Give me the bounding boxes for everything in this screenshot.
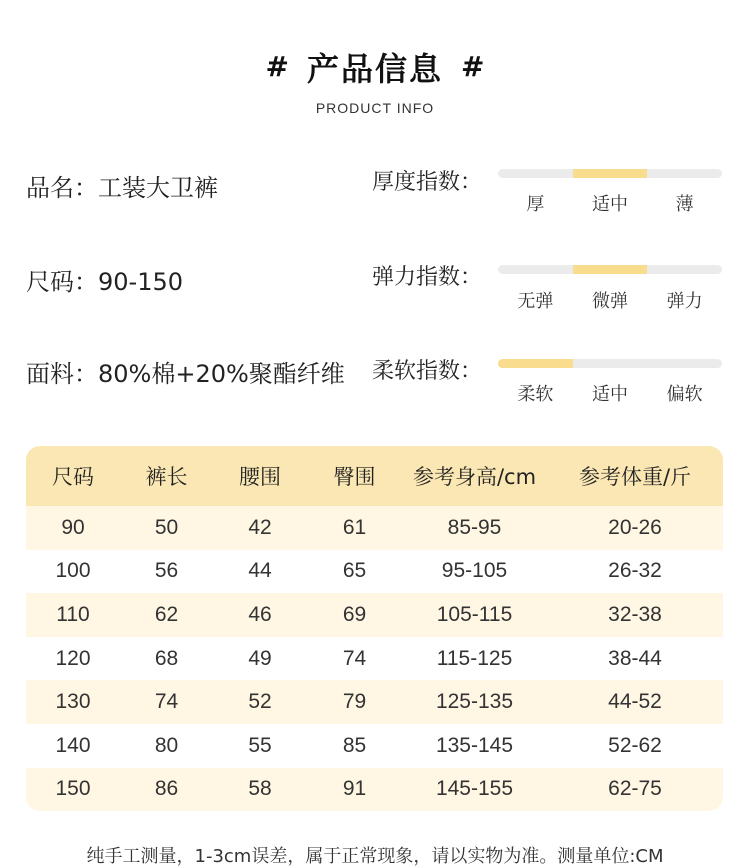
thickness-index-selected-segment bbox=[573, 169, 648, 178]
table-cell: 62 bbox=[154, 602, 179, 626]
table-row bbox=[26, 768, 723, 812]
size-table bbox=[26, 446, 723, 811]
table-row bbox=[26, 550, 723, 594]
product-name: 品名：工装大卫裤 bbox=[26, 174, 218, 202]
header-cell: 腰围 bbox=[239, 465, 281, 489]
table-cell: 46 bbox=[248, 602, 272, 626]
hash-left: # bbox=[265, 50, 289, 83]
table-cell: 125-135 bbox=[435, 690, 514, 714]
header-cell: 参考体重/斤 bbox=[578, 465, 692, 489]
hash-right: # bbox=[461, 50, 485, 83]
elasticity-option: 微弹 bbox=[591, 291, 628, 312]
table-cell: 120 bbox=[55, 646, 91, 670]
table-cell: 68 bbox=[154, 646, 179, 670]
table-cell: 91 bbox=[342, 777, 367, 801]
softness-option: 柔软 bbox=[517, 384, 554, 405]
title-row bbox=[0, 44, 750, 90]
table-cell: 74 bbox=[342, 646, 367, 670]
elasticity-option: 弹力 bbox=[666, 291, 703, 312]
table-row bbox=[26, 680, 723, 724]
table-cell: 61 bbox=[342, 515, 367, 539]
elasticity-index-selected-segment bbox=[573, 265, 648, 274]
table-cell: 65 bbox=[342, 559, 367, 583]
table-cell: 115-125 bbox=[436, 646, 513, 670]
table-cell: 56 bbox=[154, 559, 179, 583]
elasticity-option: 无弹 bbox=[517, 291, 554, 312]
page-subtitle: PRODUCT INFO bbox=[315, 100, 435, 116]
table-cell: 85-95 bbox=[447, 515, 502, 539]
softness-option: 适中 bbox=[591, 384, 628, 405]
table-cell: 49 bbox=[248, 646, 272, 670]
table-row bbox=[26, 593, 723, 637]
measurement-note: 纯手工测量，1-3cm误差，属于正常现象，请以实物为准。测量单位:CM bbox=[86, 846, 664, 867]
thickness-index-label: 厚度指数： bbox=[372, 170, 483, 195]
table-cell: 74 bbox=[154, 690, 179, 714]
table-cell: 86 bbox=[154, 777, 179, 801]
table-cell: 26-32 bbox=[608, 559, 662, 583]
table-cell: 140 bbox=[55, 733, 91, 757]
header-cell: 参考身高/cm bbox=[412, 465, 537, 489]
softness-index-options bbox=[498, 380, 722, 406]
table-row bbox=[26, 724, 723, 768]
product-size: 尺码：90-150 bbox=[26, 268, 184, 296]
page-title: 产品信息 bbox=[306, 50, 443, 88]
table-cell: 52 bbox=[248, 690, 272, 714]
table-cell: 62-75 bbox=[608, 777, 662, 801]
table-cell: 90 bbox=[61, 515, 85, 539]
table-cell: 55 bbox=[248, 733, 272, 757]
header bbox=[0, 44, 750, 116]
softness-index-bar bbox=[498, 359, 722, 368]
size-table-header bbox=[26, 446, 723, 506]
table-cell: 38-44 bbox=[608, 646, 662, 670]
table-cell: 58 bbox=[248, 777, 272, 801]
table-cell: 95-105 bbox=[441, 559, 508, 583]
softness-index-selected-segment bbox=[498, 359, 573, 368]
elasticity-index-bar bbox=[498, 265, 722, 274]
size-table-body bbox=[26, 506, 723, 811]
table-cell: 105-115 bbox=[436, 602, 513, 626]
table-cell: 42 bbox=[248, 515, 272, 539]
header-cell: 臀围 bbox=[333, 465, 376, 489]
thickness-option: 适中 bbox=[591, 194, 628, 215]
table-cell: 79 bbox=[342, 690, 367, 714]
table-cell: 145-155 bbox=[435, 777, 514, 801]
table-cell: 135-145 bbox=[435, 733, 514, 757]
table-cell: 69 bbox=[342, 602, 367, 626]
table-cell: 150 bbox=[55, 777, 91, 801]
table-row bbox=[26, 637, 723, 681]
table-cell: 44 bbox=[248, 559, 272, 583]
table-cell: 50 bbox=[154, 515, 179, 539]
table-cell: 110 bbox=[56, 602, 90, 626]
table-cell: 32-38 bbox=[608, 602, 662, 626]
table-cell: 52-62 bbox=[608, 733, 662, 757]
table-cell: 20-26 bbox=[608, 515, 662, 539]
softness-option: 偏软 bbox=[666, 384, 703, 405]
table-cell: 100 bbox=[55, 559, 91, 583]
thickness-index-bar bbox=[498, 169, 722, 178]
elasticity-index-options bbox=[498, 287, 722, 313]
softness-index-label: 柔软指数： bbox=[372, 359, 483, 384]
thickness-option: 厚 bbox=[526, 194, 545, 215]
table-cell: 44-52 bbox=[608, 690, 662, 714]
table-cell: 130 bbox=[55, 690, 91, 714]
table-cell: 85 bbox=[342, 733, 367, 757]
header-cell: 尺码 bbox=[52, 465, 94, 489]
table-cell: 80 bbox=[154, 733, 179, 757]
elasticity-index-label: 弹力指数： bbox=[372, 265, 483, 290]
table-row bbox=[26, 506, 723, 550]
header-cell: 裤长 bbox=[145, 465, 188, 489]
thickness-index-options bbox=[498, 190, 722, 216]
thickness-option: 薄 bbox=[675, 194, 694, 215]
product-fabric: 面料：80%棉+20%聚酯纤维 bbox=[26, 360, 345, 388]
